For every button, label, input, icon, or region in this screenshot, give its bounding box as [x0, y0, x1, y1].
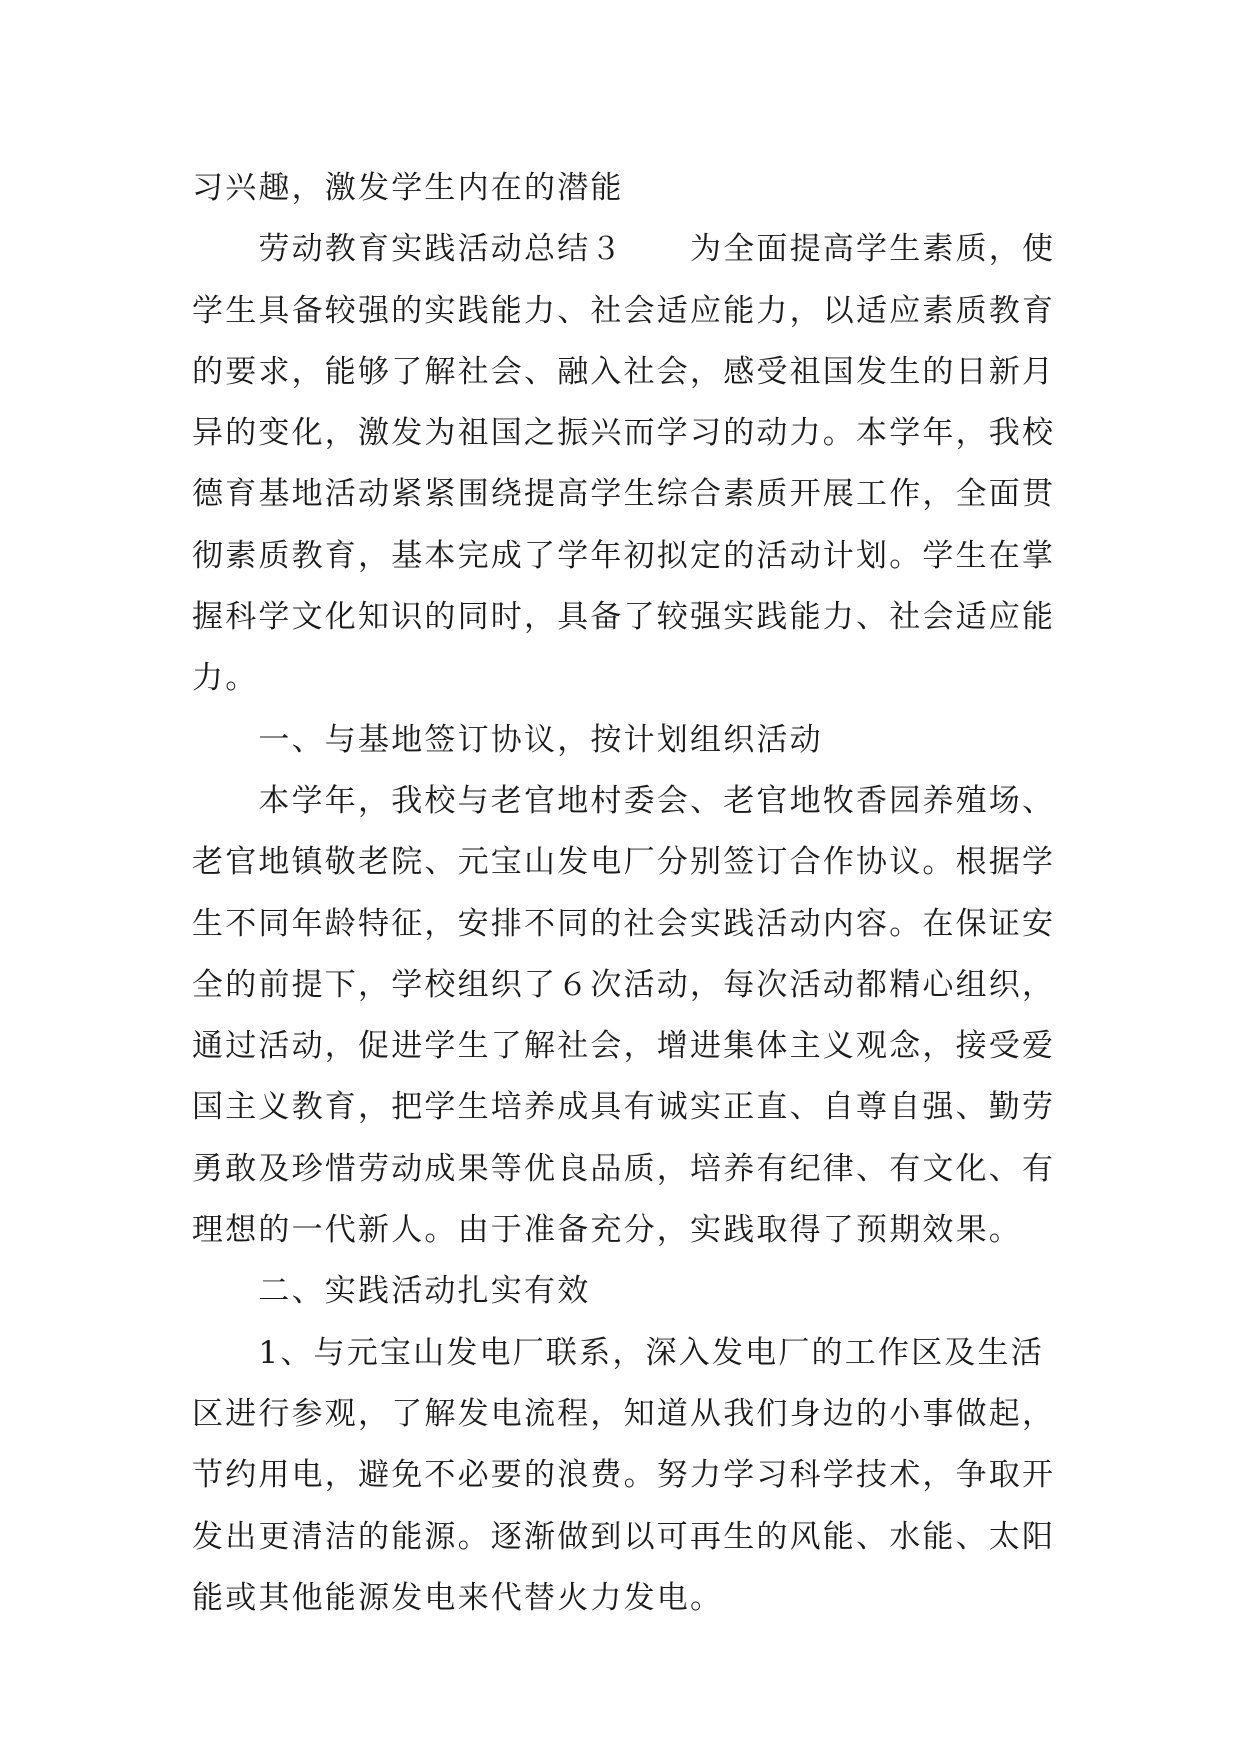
- text-line: 国主义教育，把学生培养成具有诚实正直、自尊自强、勤劳: [192, 1089, 1056, 1126]
- document-body: [192, 158, 1056, 1629]
- text-line: 生不同年龄特征，安排不同的社会实践活动内容。在保证安: [192, 905, 1056, 942]
- section-heading: 一、与基地签订协议，按计划组织活动: [192, 721, 823, 758]
- text-line: 力。: [192, 660, 259, 697]
- text-line: 握科学文化知识的同时，具备了较强实践能力、社会适应能: [192, 599, 1056, 636]
- text-line: 异的变化，激发为祖国之振兴而学习的动力。本学年，我校: [192, 415, 1056, 452]
- text-line: 通过活动，促进学生了解社会，增进集体主义观念，接受爱: [192, 1028, 1056, 1065]
- text-line: 劳动教育实践活动总结３ 为全面提高学生素质，使: [192, 231, 1056, 268]
- text-line: 本学年，我校与老官地村委会、老官地牧香园养殖场、: [192, 782, 1056, 819]
- text-line: 能或其他能源发电来代替火力发电。: [192, 1579, 724, 1616]
- text-line: 勇敢及珍惜劳动成果等优良品质，培养有纪律、有文化、有: [192, 1150, 1056, 1187]
- text-line: 的要求，能够了解社会、融入社会，感受祖国发生的日新月: [192, 353, 1056, 390]
- text-line: 德育基地活动紧紧围绕提高学生综合素质开展工作，全面贯: [192, 476, 1056, 513]
- text-line: 节约用电，避免不必要的浪费。努力学习科学技术，争取开: [192, 1457, 1056, 1494]
- text-line: 1、与元宝山发电厂联系，深入发电厂的工作区及生活: [192, 1334, 1044, 1371]
- text-line: 老官地镇敬老院、元宝山发电厂分别签订合作协议。根据学: [192, 844, 1056, 881]
- text-line: 理想的一代新人。由于准备充分，实践取得了预期效果。: [192, 1212, 1022, 1249]
- text-line: 学生具备较强的实践能力、社会适应能力，以适应素质教育: [192, 292, 1056, 329]
- text-line: 彻素质教育，基本完成了学年初拟定的活动计划。学生在掌: [192, 537, 1056, 574]
- text-line: 区进行参观，了解发电流程，知道从我们身边的小事做起，: [192, 1395, 1056, 1432]
- text-line: 习兴趣，激发学生内在的潜能: [192, 170, 624, 206]
- section-heading: 二、实践活动扎实有效: [192, 1273, 591, 1310]
- text-line: 全的前提下，学校组织了６次活动，每次活动都精心组织，: [192, 966, 1056, 1003]
- text-line: 发出更清洁的能源。逐渐做到以可再生的风能、水能、太阳: [192, 1518, 1056, 1555]
